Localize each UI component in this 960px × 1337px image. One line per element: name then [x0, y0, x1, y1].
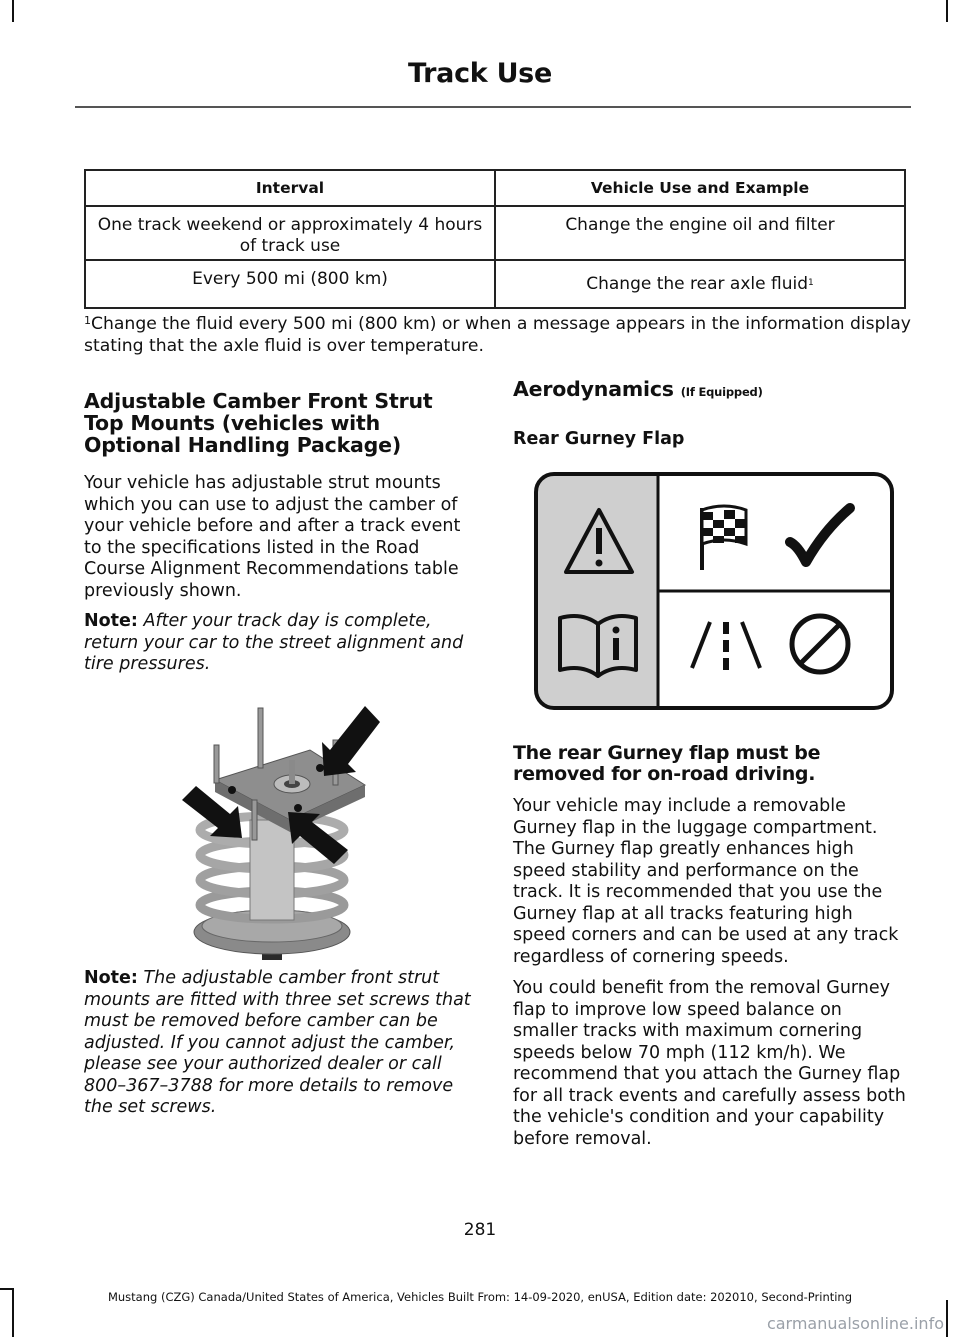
table-footnote	[84, 313, 914, 357]
gurney-flap-subheading: Rear Gurney Flap	[513, 429, 685, 449]
road-icon	[692, 622, 760, 670]
header-divider	[75, 106, 911, 108]
note-text: After your track day is complete, return your car to the street alignment and tire pressures.	[84, 611, 464, 674]
column-header-interval: Interval	[85, 170, 495, 206]
note-set-screws	[84, 968, 476, 1119]
footnote-number: 1	[84, 314, 91, 327]
interval-cell: One track weekend or approximately 4 hours of track use	[85, 206, 495, 260]
note-label: Note:	[84, 968, 138, 988]
checkered-flag-icon	[702, 506, 746, 570]
vehicle-use-cell	[495, 260, 905, 308]
gurney-flap-body	[513, 743, 909, 1150]
page-title: Track Use	[408, 58, 552, 89]
footnote-text: Change the fluid every 500 mi (800 km) or when a message appears in the information display stating that the axle fluid is over temperature.	[84, 314, 911, 356]
prohibited-icon	[792, 616, 848, 672]
table-row	[85, 206, 905, 260]
vehicle-use-cell: Change the engine oil and filter	[495, 206, 905, 260]
table-header-row	[85, 170, 905, 206]
crop-mark	[12, 0, 14, 22]
strut-mount-illustration	[180, 700, 380, 960]
column-header-vehicle-use: Vehicle Use and Example	[495, 170, 905, 206]
heading-text: Aerodynamics	[513, 377, 674, 401]
camber-section-heading: Adjustable Camber Front Strut Top Mounts (vehicles with Optional Handling Package)	[84, 389, 433, 457]
gurney-flap-warning: The rear Gurney flap must be removed for on-road driving.	[513, 742, 821, 785]
heading-qualifier: (If Equipped)	[680, 385, 763, 399]
gurney-flap-paragraph-1: Your vehicle may include a removable Gurney flap in the luggage compartment. The Gurney flap greatly enhances high speed stability and performance on the track. It is recommended that you use the Gurney flap at all tracks featuring high speed corners and can be used at any track regardless of cornering speeds.	[513, 796, 899, 967]
table-row	[85, 260, 905, 308]
vehicle-use-text: Change the rear axle fluid	[586, 274, 808, 294]
footnote-marker: 1	[808, 278, 814, 288]
page-footer: Mustang (CZG) Canada/United States of America, Vehicles Built From: 14-09-2020, enUSA, Edition date: 202010, Second-Printing	[107, 1290, 853, 1304]
note-track-day	[84, 611, 476, 676]
note-label: Note:	[84, 611, 138, 631]
crop-mark	[946, 0, 948, 22]
page-number: 281	[463, 1220, 497, 1240]
right-column	[513, 378, 909, 451]
crop-mark	[946, 1300, 948, 1337]
interval-cell: Every 500 mi (800 km)	[85, 260, 495, 308]
maintenance-interval-table	[84, 169, 906, 309]
note-text: The adjustable camber front strut mounts are fitted with three set screws that must be removed before camber can be adjusted. If you cannot adjust the camber, please see your authorized dealer or call 800–367–3788 for more details to remove the set screws.	[84, 968, 471, 1117]
checkmark-icon	[790, 508, 850, 562]
gurney-flap-paragraph-2: You could benefit from the removal Gurney flap to improve low speed balance on smaller tracks with maximum cornering speeds below 70 mph (112 km/h). We recommend that you attach the Gurney flap for all track events and carefully assess both the vehicle's condition and your capability before removal.	[513, 978, 906, 1149]
watermark: carmanualsonline.info	[766, 1314, 944, 1333]
aerodynamics-heading	[513, 378, 909, 403]
gurney-flap-symbol-panel	[534, 472, 894, 710]
left-column	[84, 390, 476, 676]
camber-intro-paragraph: Your vehicle has adjustable strut mounts which you can use to adjust the camber of your vehicle before and after a track event to the specifications listed in the Road Course Alignment Recommendations table previously shown.	[84, 473, 461, 601]
